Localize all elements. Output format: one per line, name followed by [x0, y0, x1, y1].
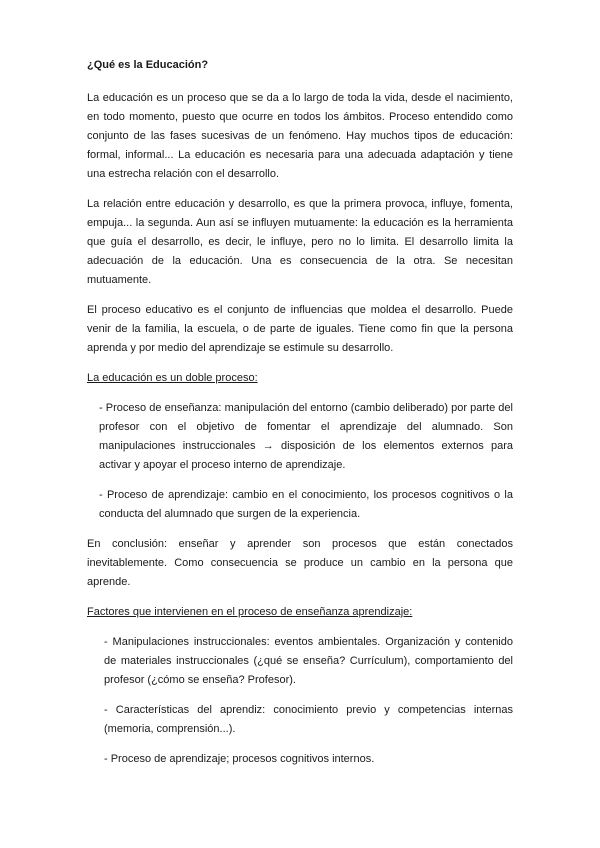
paragraph-relation: La relación entre educación y desarrollo, es que la primera provoca, influye, fomenta, empuja... la segunda. Aun así se influyen mutuamente: la educación es la herramienta que guía el desarrollo, es decir, le influye, pero no lo limita. El desarrollo limita la adecuación de la educación. Una es consecuencia de la otra. Se necesitan mutuamente. [87, 198, 513, 286]
section-heading-factors: Factores que intervienen en el proceso de enseñanza aprendizaje: [87, 606, 413, 618]
document-title: ¿Qué es la Educación? [87, 59, 209, 71]
list-item-teaching: - Proceso de enseñanza: manipulación del entorno (cambio deliberado) por parte del profesor con el objetivo de fomentar el aprendizaje del alumnado. Son manipulaciones instruccionales → disposición de los elementos externos para activar y apoyar el proceso interno de aprendizaje. [99, 402, 513, 471]
paragraph-process: El proceso educativo es el conjunto de influencias que moldea el desarrollo. Puede venir de la familia, la escuela, o de parte de iguales. Tiene como fin que la persona aprenda y por medio del aprendizaje se estimule su desarrollo. [87, 304, 513, 354]
list-item-cognitive: - Proceso de aprendizaje; procesos cognitivos internos. [104, 753, 375, 765]
section-heading-double-process: La educación es un doble proceso: [87, 372, 258, 384]
list-item-instructional: - Manipulaciones instruccionales: eventos ambientales. Organización y contenido de materiales instruccionales (¿qué se enseña? Currículum), comportamiento del profesor (¿cómo se enseña? Profesor). [104, 636, 513, 686]
document-page [87, 56, 513, 780]
paragraph-conclusion: En conclusión: enseñar y aprender son procesos que están conectados inevitablemente. Como consecuencia se produce un cambio en la persona que aprende. [87, 538, 513, 588]
list-item-learning: - Proceso de aprendizaje: cambio en el conocimiento, los procesos cognitivos o la conducta del alumnado que surgen de la experiencia. [99, 489, 513, 520]
list-item-learner: - Características del aprendiz: conocimiento previo y competencias internas (memoria, comprensión...). [104, 704, 513, 735]
paragraph-definition: La educación es un proceso que se da a lo largo de toda la vida, desde el nacimiento, en todo momento, puesto que ocurre en todos los ámbitos. Proceso entendido como conjunto de las fases sucesivas de un fenómeno. Hay muchos tipos de educación: formal, informal... La educación es necesaria para una adecuada adaptación y tiene una estrecha relación con el desarrollo. [87, 92, 513, 180]
